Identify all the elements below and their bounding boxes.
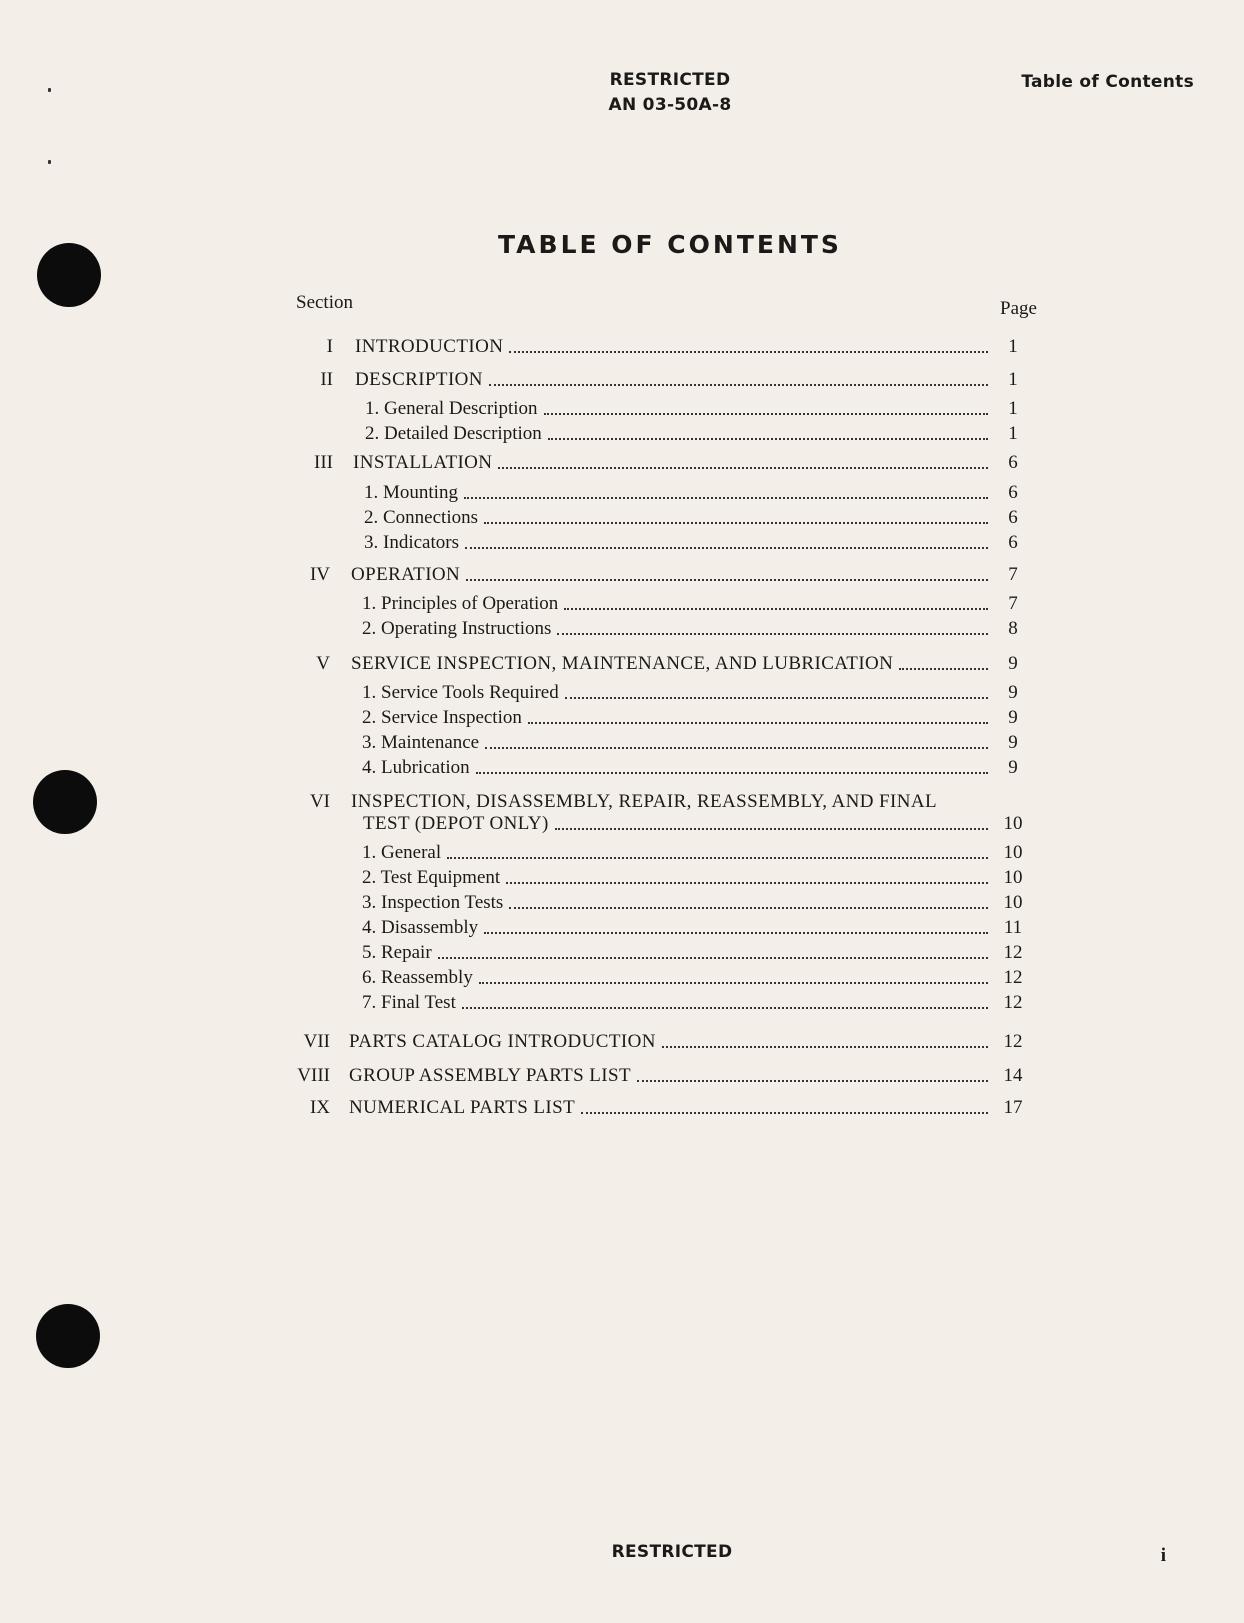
subsection-title: 3. Maintenance	[362, 732, 480, 753]
toc-subsection-row	[362, 731, 1030, 755]
leader-dots	[476, 771, 988, 774]
subsection-title: 2. Detailed Description	[365, 423, 542, 444]
section-number: VII	[303, 1031, 330, 1052]
toc-section-row	[297, 1064, 1030, 1088]
toc-section-row	[309, 563, 1030, 587]
section-page: 17	[1003, 1097, 1023, 1118]
toc-subsection-row	[362, 706, 1030, 730]
leader-dots	[528, 721, 988, 724]
section-page: 10	[1003, 813, 1023, 834]
subsection-page: 12	[1003, 967, 1023, 988]
section-title: GROUP ASSEMBLY PARTS LIST	[349, 1065, 632, 1086]
section-page: 12	[1003, 1031, 1023, 1052]
subsection-page: 9	[1008, 757, 1018, 778]
leader-dots	[555, 827, 988, 830]
leader-dots	[484, 931, 988, 934]
toc-subsection-row	[362, 592, 1030, 616]
section-title-continued: TEST (DEPOT ONLY)	[363, 813, 549, 834]
leader-dots	[544, 412, 988, 415]
subsection-title: 1. General Description	[365, 398, 538, 419]
leader-dots	[465, 546, 988, 549]
subsection-title: 1. General	[362, 842, 442, 863]
subsection-title: 1. Mounting	[364, 482, 458, 503]
subsection-page: 9	[1008, 682, 1018, 703]
toc-section-row	[309, 790, 1030, 814]
subsection-page: 11	[1003, 917, 1023, 938]
section-title: INSPECTION, DISASSEMBLY, REPAIR, REASSEMBLY, AND FINAL	[351, 791, 937, 812]
binder-hole-middle	[33, 770, 97, 834]
subsection-page: 12	[1003, 992, 1023, 1013]
subsection-page: 10	[1003, 867, 1023, 888]
column-header-page: Page	[1000, 298, 1037, 319]
section-number: II	[320, 369, 333, 390]
section-title: SERVICE INSPECTION, MAINTENANCE, AND LUBRICATION	[351, 653, 894, 674]
subsection-page: 10	[1003, 892, 1023, 913]
subsection-page: 8	[1008, 618, 1018, 639]
subsection-title: 7. Final Test	[362, 992, 456, 1013]
toc-subsection-row	[364, 531, 1030, 555]
toc-subsection-row	[362, 916, 1030, 940]
toc-subsection-row	[362, 756, 1030, 780]
leader-dots	[565, 696, 988, 699]
footer-classification: RESTRICTED	[611, 1542, 733, 1562]
subsection-title: 4. Disassembly	[362, 917, 479, 938]
header-doc-number: AN 03-50A-8	[608, 95, 732, 115]
toc-section-row	[320, 368, 1030, 392]
subsection-title: 2. Operating Instructions	[362, 618, 552, 639]
toc-section-row	[309, 1096, 1030, 1120]
section-page: 1	[1008, 336, 1018, 357]
toc-subsection-row	[362, 966, 1030, 990]
toc-subsection-row	[362, 617, 1030, 641]
section-number: VIII	[297, 1065, 330, 1086]
subsection-title: 4. Lubrication	[362, 757, 470, 778]
leader-dots	[637, 1079, 988, 1082]
subsection-title: 3. Inspection Tests	[362, 892, 504, 913]
section-number: IX	[309, 1097, 330, 1118]
subsection-title: 2. Connections	[364, 507, 478, 528]
leader-dots	[438, 956, 988, 959]
subsection-page: 1	[1008, 423, 1018, 444]
leader-dots	[462, 1006, 988, 1009]
toc-subsection-row	[362, 866, 1030, 890]
subsection-title: 6. Reassembly	[362, 967, 473, 988]
leader-dots	[557, 632, 988, 635]
section-page: 7	[1008, 564, 1018, 585]
subsection-page: 6	[1008, 507, 1018, 528]
running-title: Table of Contents	[1021, 72, 1194, 92]
subsection-page: 6	[1008, 532, 1018, 553]
section-title: INTRODUCTION	[355, 336, 504, 357]
leader-dots	[509, 906, 988, 909]
section-title: NUMERICAL PARTS LIST	[349, 1097, 576, 1118]
toc-subsection-row	[364, 506, 1030, 530]
leader-dots	[479, 981, 988, 984]
column-header-section: Section	[296, 292, 353, 313]
page-title: TABLE OF CONTENTS	[498, 230, 842, 259]
subsection-title: 1. Principles of Operation	[362, 593, 559, 614]
toc-subsection-row	[362, 841, 1030, 865]
toc-subsection-row	[364, 481, 1030, 505]
section-title: PARTS CATALOG INTRODUCTION	[349, 1031, 656, 1052]
section-page: 14	[1003, 1065, 1023, 1086]
leader-dots	[447, 856, 988, 859]
section-page: 9	[1008, 653, 1018, 674]
section-title: INSTALLATION	[353, 452, 493, 473]
subsection-title: 1. Service Tools Required	[362, 682, 559, 703]
leader-dots	[466, 578, 988, 581]
toc-subsection-row	[362, 891, 1030, 915]
leader-dots	[662, 1045, 988, 1048]
section-page: 1	[1008, 369, 1018, 390]
section-number: III	[314, 452, 333, 473]
subsection-title: 2. Service Inspection	[362, 707, 522, 728]
toc-subsection-row	[365, 422, 1030, 446]
leader-dots	[489, 383, 988, 386]
toc-subsection-row	[362, 991, 1030, 1015]
subsection-page: 6	[1008, 482, 1018, 503]
section-title: DESCRIPTION	[355, 369, 483, 390]
subsection-page: 10	[1003, 842, 1023, 863]
section-page: 6	[1008, 452, 1018, 473]
toc-subsection-row	[362, 941, 1030, 965]
header-classification: RESTRICTED	[609, 70, 731, 90]
leader-dots	[509, 350, 988, 353]
leader-dots	[899, 667, 988, 670]
subsection-page: 7	[1008, 593, 1018, 614]
toc-section-row-continued	[363, 812, 1030, 836]
leader-dots	[506, 881, 988, 884]
subsection-page: 9	[1008, 707, 1018, 728]
leader-dots	[581, 1111, 988, 1114]
section-title: OPERATION	[351, 564, 461, 585]
section-number: VI	[309, 791, 330, 812]
subsection-title: 3. Indicators	[364, 532, 459, 553]
section-number: I	[326, 336, 333, 357]
leader-dots	[485, 746, 988, 749]
leader-dots	[484, 521, 988, 524]
section-number: V	[316, 653, 330, 674]
leader-dots	[564, 607, 988, 610]
binder-hole-bottom	[36, 1304, 100, 1368]
page-number: i	[1160, 1545, 1166, 1566]
toc-section-row	[303, 1030, 1030, 1054]
subsection-page: 1	[1008, 398, 1018, 419]
subsection-page: 9	[1008, 732, 1018, 753]
leader-dots	[498, 466, 988, 469]
speck-mark	[48, 160, 51, 164]
subsection-title: 2. Test Equipment	[362, 867, 501, 888]
toc-section-row	[316, 652, 1030, 676]
toc-section-row	[326, 335, 1030, 359]
section-number: IV	[309, 564, 330, 585]
toc-subsection-row	[365, 397, 1030, 421]
toc-subsection-row	[362, 681, 1030, 705]
subsection-page: 12	[1003, 942, 1023, 963]
toc-section-row	[314, 451, 1030, 475]
speck-mark	[48, 88, 51, 92]
subsection-title: 5. Repair	[362, 942, 432, 963]
leader-dots	[548, 437, 988, 440]
leader-dots	[464, 496, 988, 499]
